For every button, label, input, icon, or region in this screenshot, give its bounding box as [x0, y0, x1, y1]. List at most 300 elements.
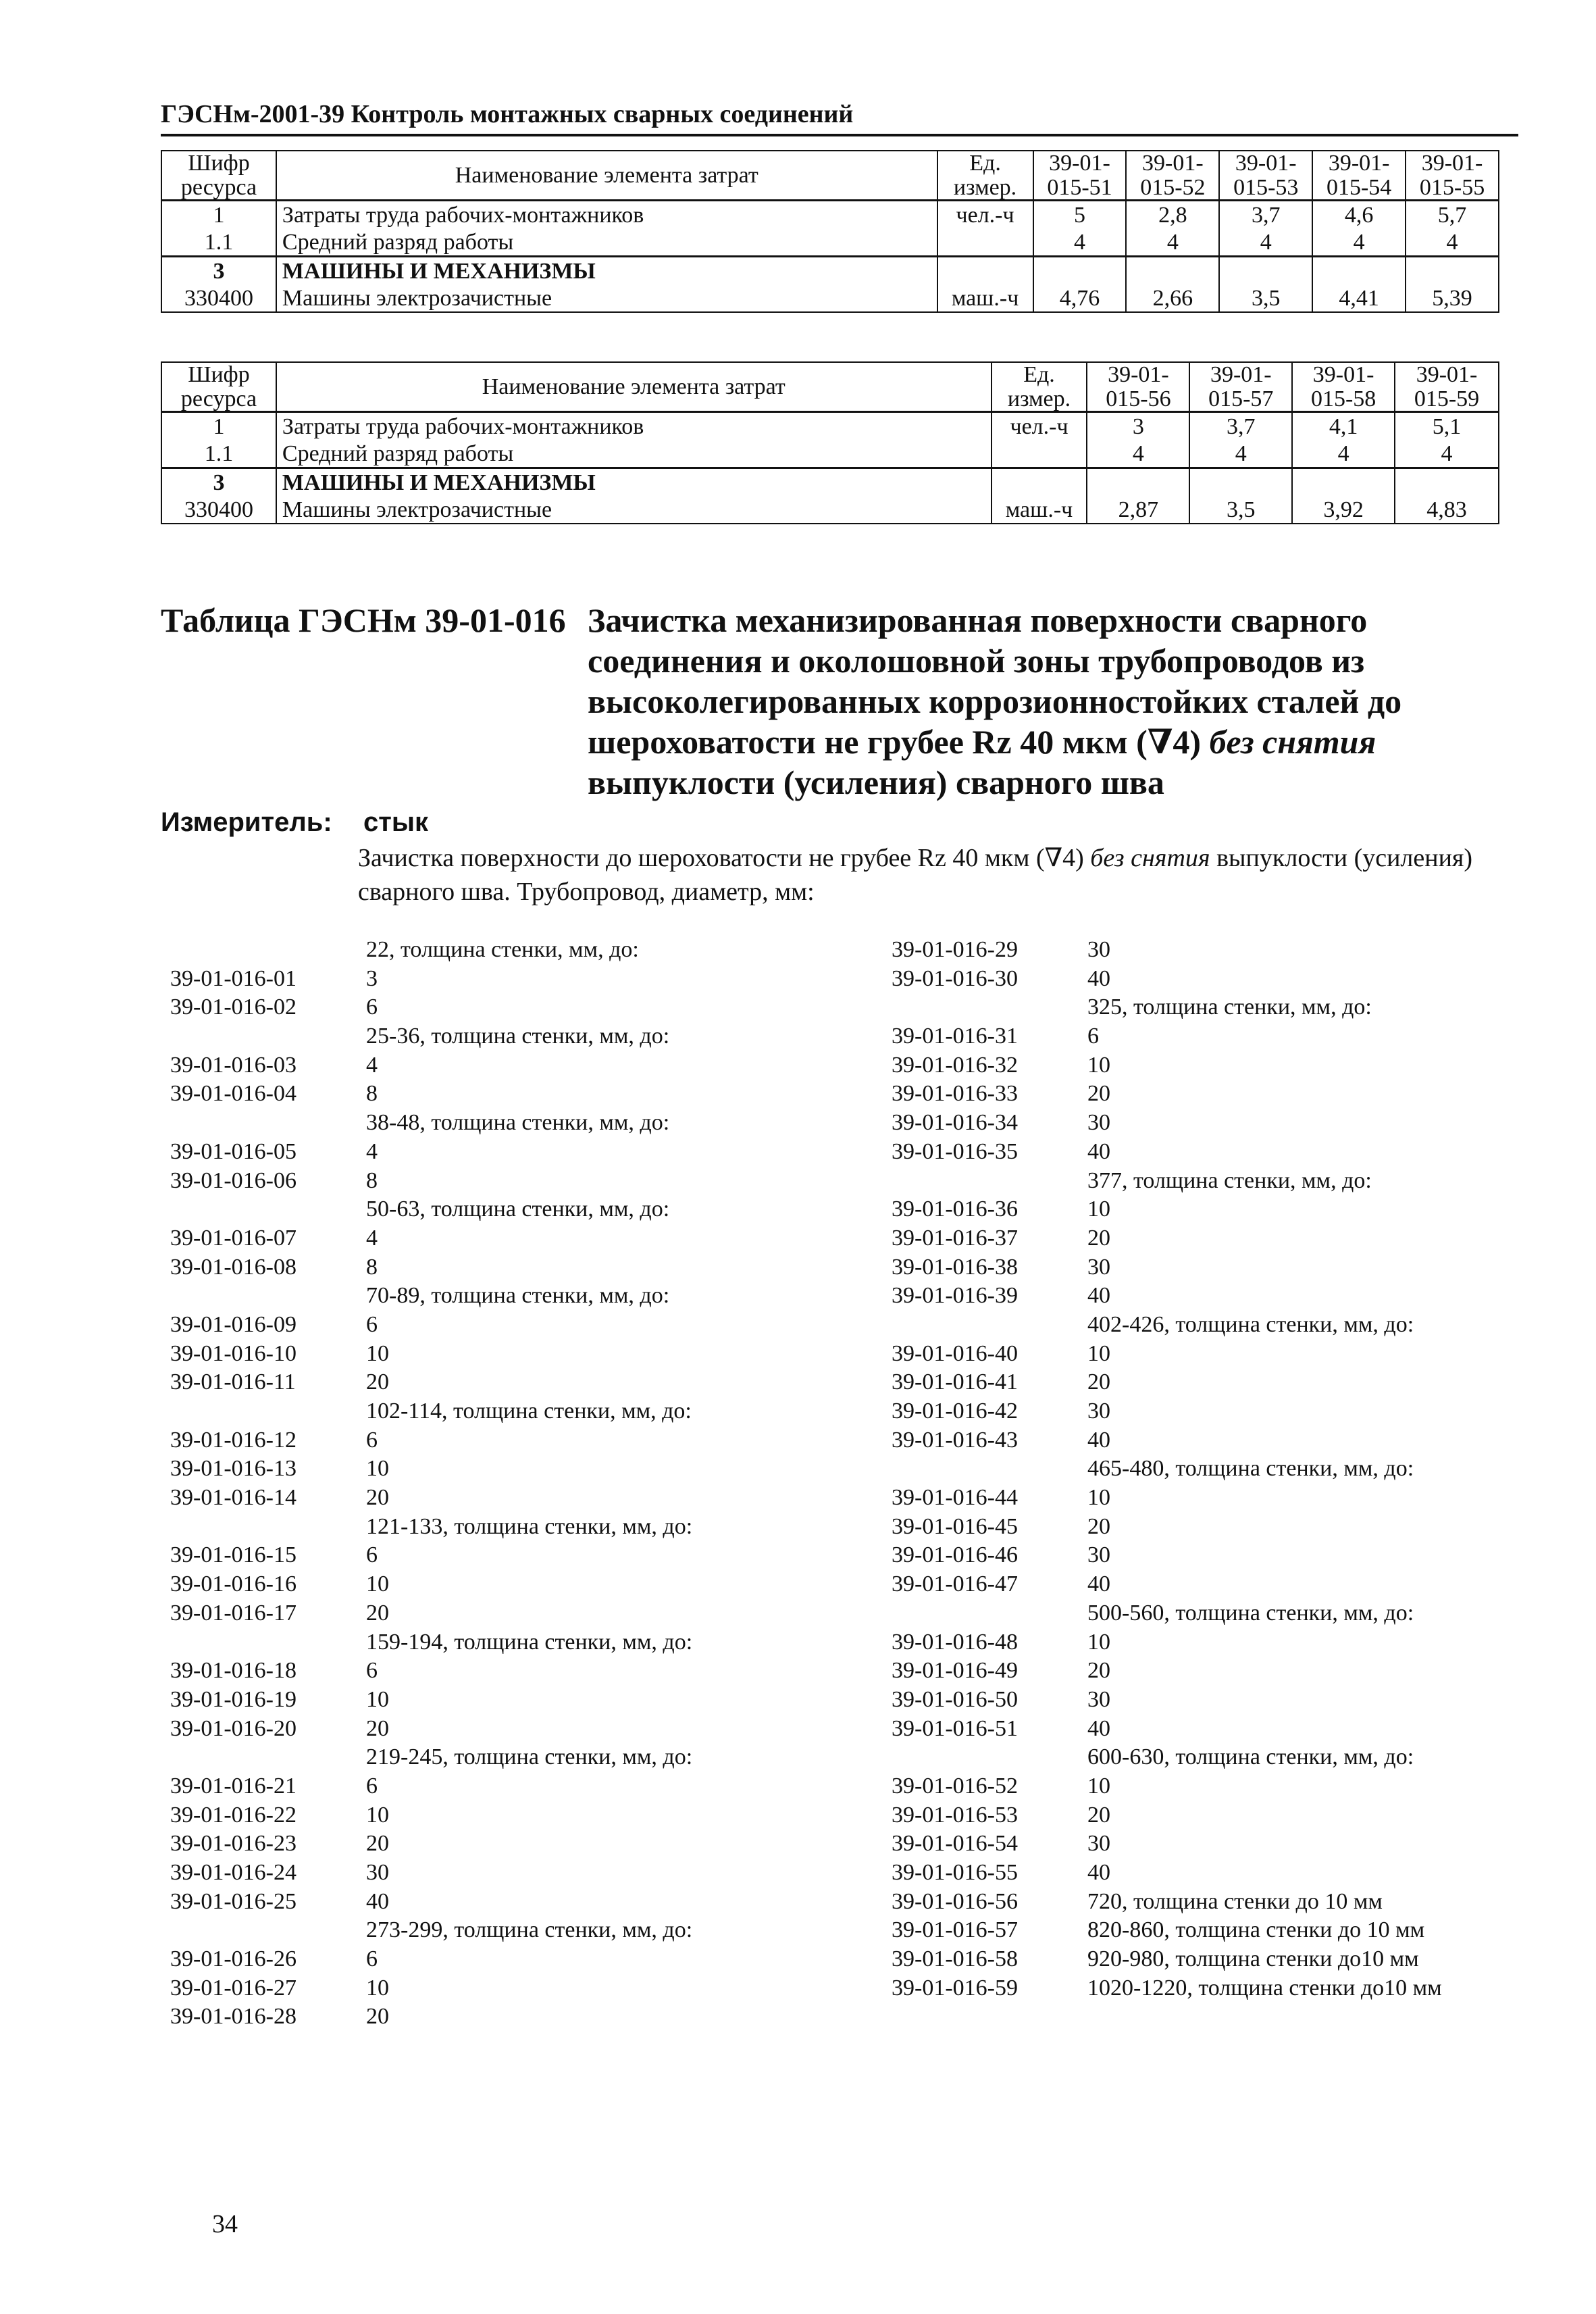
item-code: 39-01-016-15	[170, 1542, 297, 1568]
item-value: 4	[366, 1138, 378, 1164]
item-value: 40	[1087, 1427, 1110, 1453]
code-list-left	[170, 936, 778, 2032]
resource-value: 4,6	[1312, 201, 1406, 229]
item-value: 50-63, толщина стенки, мм, до:	[366, 1197, 670, 1222]
resource-value	[1406, 257, 1499, 285]
item-value: 20	[1087, 1369, 1110, 1395]
item-code: 39-01-016-53	[892, 1802, 1018, 1828]
item-code: 39-01-016-22	[170, 1802, 297, 1828]
item-code: 39-01-016-50	[892, 1686, 1018, 1712]
list-item	[892, 1888, 1499, 1917]
list-item	[170, 1340, 778, 1369]
list-item	[170, 1686, 778, 1715]
resource-value: 4	[1087, 440, 1189, 468]
item-value: 40	[1087, 1571, 1110, 1597]
item-value: 219-245, толщина стенки, мм, до:	[366, 1744, 693, 1770]
list-item	[892, 1830, 1499, 1859]
item-code: 39-01-016-01	[170, 965, 297, 991]
item-value: 22, толщина стенки, мм, до:	[366, 937, 639, 962]
item-code: 39-01-016-32	[892, 1052, 1018, 1078]
header-col: 39-01-015-54	[1312, 151, 1406, 201]
resource-value: 3,5	[1219, 284, 1312, 312]
item-code: 39-01-016-33	[892, 1081, 1018, 1107]
item-value: 10	[1087, 1197, 1110, 1222]
item-value: 402-426, толщина стенки, мм, до:	[1087, 1311, 1414, 1337]
list-item	[892, 1253, 1499, 1282]
resource-value: 3,7	[1189, 412, 1292, 441]
resource-value: 3,92	[1292, 496, 1395, 524]
resource-unit	[937, 228, 1033, 257]
item-code: 39-01-016-11	[170, 1369, 296, 1395]
list-item	[892, 1599, 1499, 1628]
item-code: 39-01-016-43	[892, 1427, 1018, 1453]
item-value: 10	[1087, 1629, 1110, 1655]
resource-value	[1189, 468, 1292, 497]
list-item	[170, 1282, 778, 1311]
list-item	[170, 1916, 778, 1945]
item-code: 39-01-016-21	[170, 1773, 297, 1799]
list-item	[892, 1282, 1499, 1311]
list-item	[170, 1195, 778, 1224]
page-number: 34	[212, 2210, 238, 2238]
header-col: 39-01-015-52	[1126, 151, 1219, 201]
resource-unit: чел.-ч	[937, 201, 1033, 229]
item-value: 121-133, толщина стенки, мм, до:	[366, 1513, 693, 1539]
resource-unit: маш.-ч	[937, 284, 1033, 312]
list-item	[170, 1801, 778, 1830]
item-code: 39-01-016-57	[892, 1917, 1018, 1943]
resource-unit	[992, 468, 1087, 497]
item-value: 6	[1087, 1024, 1099, 1049]
table-row	[161, 440, 1499, 468]
list-item	[892, 1628, 1499, 1657]
item-value: 465-480, толщина стенки, мм, до:	[1087, 1456, 1414, 1482]
list-item	[170, 1888, 778, 1917]
resource-value: 4	[1033, 228, 1127, 257]
item-code: 39-01-016-30	[892, 965, 1018, 991]
list-item	[170, 1830, 778, 1859]
list-item	[170, 1743, 778, 1772]
item-value: 10	[366, 1975, 389, 2001]
item-code: 39-01-016-59	[892, 1975, 1018, 2001]
item-value: 30	[1087, 1254, 1110, 1280]
resource-table-2	[161, 361, 1499, 524]
list-item	[170, 1974, 778, 2003]
caption-title-part: Зачистка механизированная поверхности сварного соединения и околошовной зоны трубопроводов из высоколегированных коррозионностойких сталей до шероховатости не грубее Rz 40 мкм (∇4)	[588, 601, 1402, 761]
list-item	[892, 1686, 1499, 1715]
list-item	[892, 1513, 1499, 1542]
resource-value	[1312, 257, 1406, 285]
list-item	[170, 1022, 778, 1051]
list-item	[892, 1743, 1499, 1772]
resource-name: МАШИНЫ И МЕХАНИЗМЫ	[276, 468, 992, 497]
item-value: 8	[366, 1167, 378, 1193]
list-item	[170, 1138, 778, 1167]
item-value: 6	[366, 1427, 378, 1453]
resource-value: 2,8	[1126, 201, 1219, 229]
list-item	[892, 1541, 1499, 1570]
header-code: Шифр ресурса	[161, 151, 276, 201]
item-code: 39-01-016-07	[170, 1225, 297, 1251]
resource-value: 3,5	[1189, 496, 1292, 524]
item-code: 39-01-016-52	[892, 1773, 1018, 1799]
header-col: 39-01-015-56	[1087, 362, 1189, 412]
item-value: 10	[366, 1340, 389, 1366]
resource-unit: чел.-ч	[992, 412, 1087, 441]
item-value: 30	[1087, 1110, 1110, 1136]
item-value: 30	[1087, 1399, 1110, 1424]
item-code: 39-01-016-12	[170, 1427, 297, 1453]
item-value: 70-89, толщина стенки, мм, до:	[366, 1283, 670, 1309]
item-value: 20	[1087, 1513, 1110, 1539]
item-code: 39-01-016-56	[892, 1888, 1018, 1914]
list-item	[170, 1859, 778, 1888]
table-caption-title	[588, 600, 1526, 803]
item-value: 102-114, толщина стенки, мм, до:	[366, 1399, 692, 1424]
item-code: 39-01-016-46	[892, 1542, 1018, 1568]
item-value: 3	[366, 965, 378, 991]
resource-unit	[992, 440, 1087, 468]
item-value: 159-194, толщина стенки, мм, до:	[366, 1629, 693, 1655]
header-col: 39-01-015-55	[1406, 151, 1499, 201]
item-code: 39-01-016-04	[170, 1081, 297, 1107]
item-value: 10	[366, 1571, 389, 1597]
item-value: 6	[366, 1946, 378, 1972]
item-value: 20	[366, 1485, 389, 1511]
list-item	[892, 1945, 1499, 1974]
resource-value	[1126, 257, 1219, 285]
header-col: 39-01-015-59	[1395, 362, 1499, 412]
resource-name: Затраты труда рабочих-монтажников	[276, 412, 992, 441]
resource-value: 4	[1126, 228, 1219, 257]
list-item	[170, 1080, 778, 1109]
header-col: 39-01-015-53	[1219, 151, 1312, 201]
list-item	[170, 1109, 778, 1138]
table-header-row	[161, 362, 1499, 412]
item-code: 39-01-016-49	[892, 1658, 1018, 1684]
resource-value: 4	[1395, 440, 1499, 468]
list-item	[892, 1167, 1499, 1196]
list-item	[170, 1715, 778, 1744]
item-value: 20	[1087, 1802, 1110, 1828]
item-value: 325, толщина стенки, мм, до:	[1087, 995, 1372, 1020]
item-value: 20	[366, 1369, 389, 1395]
list-item	[170, 1541, 778, 1570]
resource-value: 3,7	[1219, 201, 1312, 229]
item-code: 39-01-016-54	[892, 1831, 1018, 1857]
item-value: 20	[366, 1715, 389, 1741]
item-code: 39-01-016-45	[892, 1513, 1018, 1539]
resource-name: Средний разряд работы	[276, 440, 992, 468]
item-value: 377, толщина стенки, мм, до:	[1087, 1167, 1372, 1193]
item-value: 8	[366, 1081, 378, 1107]
item-code: 39-01-016-25	[170, 1888, 297, 1914]
item-code: 39-01-016-09	[170, 1311, 297, 1337]
list-item	[170, 936, 778, 965]
table-row	[161, 201, 1499, 229]
list-item	[892, 1715, 1499, 1744]
intro-italic: без снятия	[1090, 844, 1210, 872]
table-row	[161, 257, 1499, 285]
item-value: 40	[1087, 965, 1110, 991]
resource-value: 5,39	[1406, 284, 1499, 312]
list-item	[170, 1628, 778, 1657]
list-item	[892, 1859, 1499, 1888]
item-value: 10	[366, 1802, 389, 1828]
item-code: 39-01-016-19	[170, 1686, 297, 1712]
resource-value: 5,1	[1395, 412, 1499, 441]
resource-value: 2,66	[1126, 284, 1219, 312]
resource-value: 4	[1189, 440, 1292, 468]
table-row	[161, 412, 1499, 441]
item-value: 920-980, толщина стенки до10 мм	[1087, 1946, 1419, 1972]
item-value: 6	[366, 1311, 378, 1337]
item-code: 39-01-016-24	[170, 1860, 297, 1885]
item-value: 10	[1087, 1773, 1110, 1799]
item-code: 39-01-016-41	[892, 1369, 1018, 1395]
item-value: 30	[1087, 1686, 1110, 1712]
item-code: 39-01-016-44	[892, 1485, 1018, 1511]
list-item	[892, 1051, 1499, 1080]
page-header: ГЭСНм-2001-39 Контроль монтажных сварных соединений	[161, 95, 1518, 136]
list-item	[892, 1484, 1499, 1513]
item-code: 39-01-016-38	[892, 1254, 1018, 1280]
item-code: 39-01-016-29	[892, 937, 1018, 962]
list-item	[892, 993, 1499, 1022]
meter-label: Измеритель:	[161, 807, 332, 837]
resource-code: 1	[161, 412, 276, 441]
list-item	[892, 1657, 1499, 1686]
list-item	[170, 1397, 778, 1426]
list-item	[892, 1340, 1499, 1369]
list-item	[170, 1311, 778, 1340]
list-item	[892, 1022, 1499, 1051]
table-row	[161, 496, 1499, 524]
item-code: 39-01-016-10	[170, 1340, 297, 1366]
list-item	[170, 1945, 778, 1974]
header-col: 39-01-015-58	[1292, 362, 1395, 412]
list-item	[892, 1916, 1499, 1945]
item-value: 10	[366, 1686, 389, 1712]
header-unit: Ед. измер.	[937, 151, 1033, 201]
item-code: 39-01-016-02	[170, 995, 297, 1020]
item-code: 39-01-016-28	[170, 2004, 297, 2030]
list-item	[892, 1455, 1499, 1484]
item-value: 6	[366, 995, 378, 1020]
item-code: 39-01-016-26	[170, 1946, 297, 1972]
resource-value	[1033, 257, 1127, 285]
resource-name: Машины электрозачистные	[276, 496, 992, 524]
resource-code: 3	[161, 257, 276, 285]
item-value: 500-560, толщина стенки, мм, до:	[1087, 1600, 1414, 1626]
list-item	[170, 1167, 778, 1196]
resource-code: 1.1	[161, 440, 276, 468]
resource-code: 1	[161, 201, 276, 229]
resource-unit: маш.-ч	[992, 496, 1087, 524]
item-value: 40	[1087, 1138, 1110, 1164]
item-value: 20	[366, 1600, 389, 1626]
resource-value	[1087, 468, 1189, 497]
list-item	[170, 965, 778, 994]
item-value: 720, толщина стенки до 10 мм	[1087, 1888, 1383, 1914]
item-code: 39-01-016-34	[892, 1110, 1018, 1136]
item-code: 39-01-016-31	[892, 1024, 1018, 1049]
list-item	[170, 1484, 778, 1513]
item-code: 39-01-016-27	[170, 1975, 297, 2001]
list-item	[170, 1455, 778, 1484]
list-item	[170, 1368, 778, 1397]
list-item	[892, 1138, 1499, 1167]
item-code: 39-01-016-14	[170, 1485, 297, 1511]
item-value: 10	[1087, 1485, 1110, 1511]
list-item	[892, 1426, 1499, 1455]
table-header-row	[161, 151, 1499, 201]
item-value: 30	[1087, 1542, 1110, 1568]
header-col: 39-01-015-57	[1189, 362, 1292, 412]
item-value: 30	[1087, 937, 1110, 962]
item-code: 39-01-016-13	[170, 1456, 297, 1482]
header-unit: Ед. измер.	[992, 362, 1087, 412]
header-col: 39-01-015-51	[1033, 151, 1127, 201]
resource-unit	[937, 257, 1033, 285]
item-value: 10	[366, 1456, 389, 1482]
item-value: 40	[366, 1888, 389, 1914]
item-value: 4	[366, 1225, 378, 1251]
item-value: 8	[366, 1254, 378, 1280]
resource-code: 1.1	[161, 228, 276, 257]
list-item	[170, 1426, 778, 1455]
item-value: 40	[1087, 1860, 1110, 1885]
resource-name: Средний разряд работы	[276, 228, 937, 257]
table-caption-label: Таблица ГЭСНм 39-01-016	[161, 601, 566, 639]
header-name: Наименование элемента затрат	[276, 151, 937, 201]
resource-value: 4,83	[1395, 496, 1499, 524]
item-code: 39-01-016-37	[892, 1225, 1018, 1251]
resource-value: 3	[1087, 412, 1189, 441]
caption-title-italic: без снятия	[1209, 723, 1376, 761]
code-list-right	[892, 936, 1499, 2003]
list-item	[892, 1974, 1499, 2003]
item-value: 25-36, толщина стенки, мм, до:	[366, 1024, 670, 1049]
resource-value: 4,41	[1312, 284, 1406, 312]
item-value: 4	[366, 1052, 378, 1078]
item-code: 39-01-016-05	[170, 1138, 297, 1164]
intro-part: Зачистка поверхности до шероховатости не грубее Rz 40 мкм (∇4)	[358, 844, 1084, 872]
item-value: 20	[1087, 1225, 1110, 1251]
resource-value: 4	[1406, 228, 1499, 257]
item-value: 10	[1087, 1052, 1110, 1078]
item-code: 39-01-016-39	[892, 1283, 1018, 1309]
list-item	[892, 936, 1499, 965]
list-item	[170, 1657, 778, 1686]
resource-value	[1395, 468, 1499, 497]
list-item	[892, 1772, 1499, 1801]
resource-value	[1219, 257, 1312, 285]
list-item	[170, 1224, 778, 1253]
resource-value: 4	[1219, 228, 1312, 257]
list-item	[892, 1224, 1499, 1253]
list-item	[170, 2003, 778, 2032]
resource-value: 5	[1033, 201, 1127, 229]
list-item	[892, 1397, 1499, 1426]
item-code: 39-01-016-06	[170, 1167, 297, 1193]
item-code: 39-01-016-23	[170, 1831, 297, 1857]
caption-title-part: выпуклости (усиления) сварного шва	[588, 763, 1164, 801]
resource-value: 5,7	[1406, 201, 1499, 229]
table-row	[161, 468, 1499, 497]
list-item	[170, 1570, 778, 1599]
list-item	[892, 1570, 1499, 1599]
intro-text	[358, 841, 1506, 909]
item-value: 273-299, толщина стенки, мм, до:	[366, 1917, 693, 1943]
item-value: 38-48, толщина стенки, мм, до:	[366, 1110, 670, 1136]
item-value: 30	[366, 1860, 389, 1885]
resource-value: 4,76	[1033, 284, 1127, 312]
item-code: 39-01-016-18	[170, 1658, 297, 1684]
intro-part: выпуклости (усиления) сварного шва. Трубопровод, диаметр, мм:	[358, 844, 1473, 906]
list-item	[170, 1513, 778, 1542]
resource-code: 330400	[161, 496, 276, 524]
table-row	[161, 284, 1499, 312]
item-code: 39-01-016-42	[892, 1399, 1018, 1424]
item-value: 6	[366, 1773, 378, 1799]
resource-code: 330400	[161, 284, 276, 312]
item-code: 39-01-016-55	[892, 1860, 1018, 1885]
resource-value: 2,87	[1087, 496, 1189, 524]
header-name: Наименование элемента затрат	[276, 362, 992, 412]
meter-value: стык	[363, 807, 429, 837]
item-value: 20	[1087, 1658, 1110, 1684]
list-item	[892, 1195, 1499, 1224]
item-value: 20	[366, 1831, 389, 1857]
item-code: 39-01-016-36	[892, 1197, 1018, 1222]
item-value: 820-860, толщина стенки до 10 мм	[1087, 1917, 1425, 1943]
resource-table-1	[161, 150, 1499, 313]
item-value: 20	[366, 2004, 389, 2030]
table-row	[161, 228, 1499, 257]
item-code: 39-01-016-48	[892, 1629, 1018, 1655]
list-item	[170, 1599, 778, 1628]
item-value: 600-630, толщина стенки, мм, до:	[1087, 1744, 1414, 1770]
item-code: 39-01-016-47	[892, 1571, 1018, 1597]
list-item	[892, 1109, 1499, 1138]
item-code: 39-01-016-03	[170, 1052, 297, 1078]
item-value: 6	[366, 1542, 378, 1568]
item-code: 39-01-016-16	[170, 1571, 297, 1597]
resource-code: 3	[161, 468, 276, 497]
list-item	[892, 1311, 1499, 1340]
list-item	[892, 1368, 1499, 1397]
item-code: 39-01-016-40	[892, 1340, 1018, 1366]
item-code: 39-01-016-08	[170, 1254, 297, 1280]
list-item	[892, 1801, 1499, 1830]
resource-name: Машины электрозачистные	[276, 284, 937, 312]
item-code: 39-01-016-58	[892, 1946, 1018, 1972]
resource-value: 4,1	[1292, 412, 1395, 441]
item-code: 39-01-016-20	[170, 1715, 297, 1741]
item-value: 6	[366, 1658, 378, 1684]
item-value: 20	[1087, 1081, 1110, 1107]
item-code: 39-01-016-35	[892, 1138, 1018, 1164]
header-code: Шифр ресурса	[161, 362, 276, 412]
resource-name: МАШИНЫ И МЕХАНИЗМЫ	[276, 257, 937, 285]
list-item	[170, 1253, 778, 1282]
list-item	[170, 1772, 778, 1801]
resource-value	[1292, 468, 1395, 497]
item-value: 10	[1087, 1340, 1110, 1366]
resource-name: Затраты труда рабочих-монтажников	[276, 201, 937, 229]
item-value: 40	[1087, 1715, 1110, 1741]
